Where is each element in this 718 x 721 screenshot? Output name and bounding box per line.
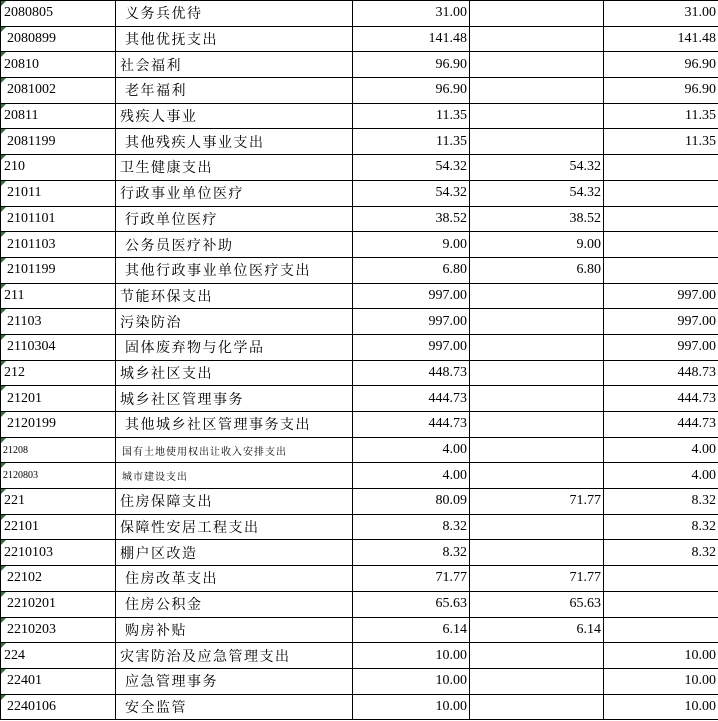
project-expenditure-amount xyxy=(604,180,718,206)
comment-marker-icon xyxy=(1,1,6,6)
comment-marker-icon xyxy=(1,207,6,212)
comment-marker-icon xyxy=(1,27,6,32)
subject-name: 安全监管 xyxy=(116,694,353,720)
subject-code-cell xyxy=(1,668,116,694)
subject-code: 210 xyxy=(4,159,25,175)
subject-code-cell xyxy=(1,643,116,669)
table-row xyxy=(1,489,718,515)
total-amount: 54.32 xyxy=(353,155,470,181)
project-expenditure-amount: 96.90 xyxy=(604,78,718,104)
subject-name: 住房保障支出 xyxy=(116,489,353,515)
project-expenditure-amount: 8.32 xyxy=(604,489,718,515)
comment-marker-icon xyxy=(1,361,6,366)
comment-marker-icon xyxy=(1,386,6,391)
basic-expenditure-amount xyxy=(470,334,604,360)
basic-expenditure-amount: 71.77 xyxy=(470,566,604,592)
project-expenditure-amount xyxy=(604,566,718,592)
subject-name: 社会福利 xyxy=(116,52,353,78)
subject-code: 2080899 xyxy=(7,31,56,47)
subject-name: 棚户区改造 xyxy=(116,540,353,566)
total-amount: 444.73 xyxy=(353,412,470,438)
subject-name: 应急管理事务 xyxy=(116,668,353,694)
comment-marker-icon xyxy=(1,181,6,186)
project-expenditure-amount: 444.73 xyxy=(604,412,718,438)
total-amount: 448.73 xyxy=(353,360,470,386)
subject-name: 固体废弃物与化学品 xyxy=(116,334,353,360)
subject-code: 2101199 xyxy=(7,262,56,278)
comment-marker-icon xyxy=(1,695,6,700)
basic-expenditure-amount xyxy=(470,668,604,694)
table-row xyxy=(1,52,718,78)
table-row xyxy=(1,334,718,360)
basic-expenditure-amount: 6.80 xyxy=(470,257,604,283)
subject-code-cell xyxy=(1,78,116,104)
table-row xyxy=(1,412,718,438)
table-row xyxy=(1,103,718,129)
table-row xyxy=(1,155,718,181)
project-expenditure-amount: 141.48 xyxy=(604,26,718,52)
comment-marker-icon xyxy=(1,515,6,520)
subject-name: 城乡社区管理事务 xyxy=(116,386,353,412)
subject-code: 2210203 xyxy=(7,621,56,637)
basic-expenditure-amount xyxy=(470,412,604,438)
project-expenditure-amount: 10.00 xyxy=(604,668,718,694)
subject-name: 其他残疾人事业支出 xyxy=(116,129,353,155)
subject-name: 其他行政事业单位医疗支出 xyxy=(116,257,353,283)
table-row xyxy=(1,26,718,52)
comment-marker-icon xyxy=(1,335,6,340)
subject-code-cell xyxy=(1,103,116,129)
table-row xyxy=(1,129,718,155)
comment-marker-icon xyxy=(1,463,6,468)
subject-name: 灾害防治及应急管理支出 xyxy=(116,643,353,669)
subject-code: 2120199 xyxy=(7,416,56,432)
basic-expenditure-amount xyxy=(470,437,604,463)
subject-code-cell xyxy=(1,514,116,540)
subject-code-cell xyxy=(1,52,116,78)
project-expenditure-amount: 11.35 xyxy=(604,129,718,155)
subject-name: 城乡社区支出 xyxy=(116,360,353,386)
basic-expenditure-amount xyxy=(470,1,604,27)
total-amount: 4.00 xyxy=(353,463,470,489)
total-amount: 4.00 xyxy=(353,437,470,463)
subject-code-cell xyxy=(1,257,116,283)
total-amount: 31.00 xyxy=(353,1,470,27)
subject-code-cell xyxy=(1,463,116,489)
project-expenditure-amount xyxy=(604,617,718,643)
comment-marker-icon xyxy=(1,566,6,571)
project-expenditure-amount: 997.00 xyxy=(604,334,718,360)
comment-marker-icon xyxy=(1,412,6,417)
comment-marker-icon xyxy=(1,540,6,545)
subject-code: 21208 xyxy=(3,444,28,456)
subject-code: 21103 xyxy=(7,313,42,329)
total-amount: 11.35 xyxy=(353,129,470,155)
project-expenditure-amount: 31.00 xyxy=(604,1,718,27)
basic-expenditure-amount xyxy=(470,309,604,335)
subject-name: 购房补贴 xyxy=(116,617,353,643)
subject-code-cell xyxy=(1,155,116,181)
total-amount: 997.00 xyxy=(353,334,470,360)
table-row xyxy=(1,386,718,412)
project-expenditure-amount: 96.90 xyxy=(604,52,718,78)
project-expenditure-amount: 11.35 xyxy=(604,103,718,129)
subject-code-cell xyxy=(1,489,116,515)
basic-expenditure-amount: 6.14 xyxy=(470,617,604,643)
basic-expenditure-amount xyxy=(470,283,604,309)
basic-expenditure-amount xyxy=(470,694,604,720)
subject-name: 其他城乡社区管理事务支出 xyxy=(116,412,353,438)
table-row xyxy=(1,360,718,386)
subject-code: 221 xyxy=(4,493,25,509)
subject-code-cell xyxy=(1,360,116,386)
basic-expenditure-amount: 65.63 xyxy=(470,591,604,617)
subject-name: 污染防治 xyxy=(116,309,353,335)
total-amount: 38.52 xyxy=(353,206,470,232)
subject-code-cell xyxy=(1,129,116,155)
comment-marker-icon xyxy=(1,232,6,237)
subject-code: 20810 xyxy=(4,56,39,72)
total-amount: 444.73 xyxy=(353,386,470,412)
subject-code-cell xyxy=(1,232,116,258)
total-amount: 6.80 xyxy=(353,257,470,283)
subject-name: 其他优抚支出 xyxy=(116,26,353,52)
subject-code: 2120803 xyxy=(3,470,38,482)
subject-name: 国有土地使用权出让收入安排支出 xyxy=(116,437,353,463)
comment-marker-icon xyxy=(1,669,6,674)
comment-marker-icon xyxy=(1,52,6,57)
table-row xyxy=(1,309,718,335)
table-row xyxy=(1,283,718,309)
basic-expenditure-amount xyxy=(470,103,604,129)
project-expenditure-amount: 4.00 xyxy=(604,437,718,463)
subject-code: 2240106 xyxy=(7,698,56,714)
project-expenditure-amount: 444.73 xyxy=(604,386,718,412)
subject-name: 节能环保支出 xyxy=(116,283,353,309)
comment-marker-icon xyxy=(1,258,6,263)
comment-marker-icon xyxy=(1,78,6,83)
subject-code-cell xyxy=(1,591,116,617)
project-expenditure-amount xyxy=(604,257,718,283)
subject-code-cell xyxy=(1,617,116,643)
comment-marker-icon xyxy=(1,592,6,597)
subject-code-cell xyxy=(1,26,116,52)
subject-code: 211 xyxy=(4,287,25,303)
subject-code-cell xyxy=(1,180,116,206)
project-expenditure-amount xyxy=(604,206,718,232)
subject-name: 保障性安居工程支出 xyxy=(116,514,353,540)
total-amount: 997.00 xyxy=(353,309,470,335)
comment-marker-icon xyxy=(1,129,6,134)
comment-marker-icon xyxy=(1,643,6,648)
subject-code-cell xyxy=(1,412,116,438)
project-expenditure-amount: 997.00 xyxy=(604,283,718,309)
project-expenditure-amount: 4.00 xyxy=(604,463,718,489)
table-row xyxy=(1,514,718,540)
subject-name: 住房改革支出 xyxy=(116,566,353,592)
table-row xyxy=(1,437,718,463)
basic-expenditure-amount xyxy=(470,360,604,386)
total-amount: 6.14 xyxy=(353,617,470,643)
total-amount: 11.35 xyxy=(353,103,470,129)
comment-marker-icon xyxy=(1,309,6,314)
total-amount: 80.09 xyxy=(353,489,470,515)
basic-expenditure-amount xyxy=(470,643,604,669)
subject-name: 行政单位医疗 xyxy=(116,206,353,232)
basic-expenditure-amount: 71.77 xyxy=(470,489,604,515)
subject-code: 2101101 xyxy=(7,210,56,226)
subject-code-cell xyxy=(1,309,116,335)
project-expenditure-amount: 10.00 xyxy=(604,643,718,669)
table-row xyxy=(1,591,718,617)
basic-expenditure-amount: 38.52 xyxy=(470,206,604,232)
table-row xyxy=(1,463,718,489)
subject-code-cell xyxy=(1,283,116,309)
subject-code: 22401 xyxy=(7,673,42,689)
basic-expenditure-amount xyxy=(470,386,604,412)
table-row xyxy=(1,180,718,206)
table-body xyxy=(1,1,718,720)
basic-expenditure-amount xyxy=(470,26,604,52)
table-row xyxy=(1,617,718,643)
subject-code: 2210201 xyxy=(7,596,56,612)
total-amount: 54.32 xyxy=(353,180,470,206)
subject-code: 2081199 xyxy=(7,133,56,149)
subject-code: 212 xyxy=(4,364,25,380)
basic-expenditure-amount: 54.32 xyxy=(470,155,604,181)
total-amount: 10.00 xyxy=(353,668,470,694)
subject-code: 2110304 xyxy=(7,339,56,355)
total-amount: 9.00 xyxy=(353,232,470,258)
subject-name: 义务兵优待 xyxy=(116,1,353,27)
project-expenditure-amount: 8.32 xyxy=(604,540,718,566)
subject-name: 卫生健康支出 xyxy=(116,155,353,181)
total-amount: 65.63 xyxy=(353,591,470,617)
subject-name: 老年福利 xyxy=(116,78,353,104)
subject-name: 住房公积金 xyxy=(116,591,353,617)
basic-expenditure-amount: 54.32 xyxy=(470,180,604,206)
comment-marker-icon xyxy=(1,489,6,494)
subject-code-cell xyxy=(1,437,116,463)
table-row xyxy=(1,668,718,694)
subject-code: 21011 xyxy=(7,185,42,201)
project-expenditure-amount: 997.00 xyxy=(604,309,718,335)
total-amount: 71.77 xyxy=(353,566,470,592)
table-row xyxy=(1,694,718,720)
subject-code: 2210103 xyxy=(4,544,53,560)
total-amount: 8.32 xyxy=(353,540,470,566)
total-amount: 141.48 xyxy=(353,26,470,52)
subject-code: 22101 xyxy=(4,519,39,535)
basic-expenditure-amount xyxy=(470,463,604,489)
subject-name: 行政事业单位医疗 xyxy=(116,180,353,206)
subject-code: 224 xyxy=(4,647,25,663)
subject-name: 残疾人事业 xyxy=(116,103,353,129)
total-amount: 8.32 xyxy=(353,514,470,540)
table-row xyxy=(1,206,718,232)
total-amount: 96.90 xyxy=(353,52,470,78)
project-expenditure-amount xyxy=(604,232,718,258)
table-row xyxy=(1,566,718,592)
total-amount: 96.90 xyxy=(353,78,470,104)
subject-code-cell xyxy=(1,386,116,412)
subject-code-cell xyxy=(1,566,116,592)
basic-expenditure-amount: 9.00 xyxy=(470,232,604,258)
subject-code-cell xyxy=(1,694,116,720)
subject-code-cell xyxy=(1,1,116,27)
total-amount: 997.00 xyxy=(353,283,470,309)
total-amount: 10.00 xyxy=(353,643,470,669)
total-amount: 10.00 xyxy=(353,694,470,720)
project-expenditure-amount xyxy=(604,155,718,181)
comment-marker-icon xyxy=(1,284,6,289)
basic-expenditure-amount xyxy=(470,129,604,155)
project-expenditure-amount: 8.32 xyxy=(604,514,718,540)
subject-name: 公务员医疗补助 xyxy=(116,232,353,258)
subject-name: 城市建设支出 xyxy=(116,463,353,489)
table-row xyxy=(1,540,718,566)
subject-code-cell xyxy=(1,206,116,232)
subject-code-cell xyxy=(1,540,116,566)
table-row xyxy=(1,643,718,669)
subject-code-cell xyxy=(1,334,116,360)
comment-marker-icon xyxy=(1,104,6,109)
subject-code: 21201 xyxy=(7,390,42,406)
table-row xyxy=(1,1,718,27)
basic-expenditure-amount xyxy=(470,540,604,566)
table-row xyxy=(1,257,718,283)
basic-expenditure-amount xyxy=(470,52,604,78)
table-row xyxy=(1,232,718,258)
subject-code: 2101103 xyxy=(7,236,56,252)
comment-marker-icon xyxy=(1,438,6,443)
comment-marker-icon xyxy=(1,155,6,160)
table-row xyxy=(1,78,718,104)
subject-code: 22102 xyxy=(7,570,42,586)
basic-expenditure-amount xyxy=(470,78,604,104)
subject-code: 2080805 xyxy=(4,5,53,21)
basic-expenditure-amount xyxy=(470,514,604,540)
project-expenditure-amount: 10.00 xyxy=(604,694,718,720)
subject-code: 2081002 xyxy=(7,82,56,98)
subject-code: 20811 xyxy=(4,108,39,124)
comment-marker-icon xyxy=(1,618,6,623)
project-expenditure-amount xyxy=(604,591,718,617)
project-expenditure-amount: 448.73 xyxy=(604,360,718,386)
